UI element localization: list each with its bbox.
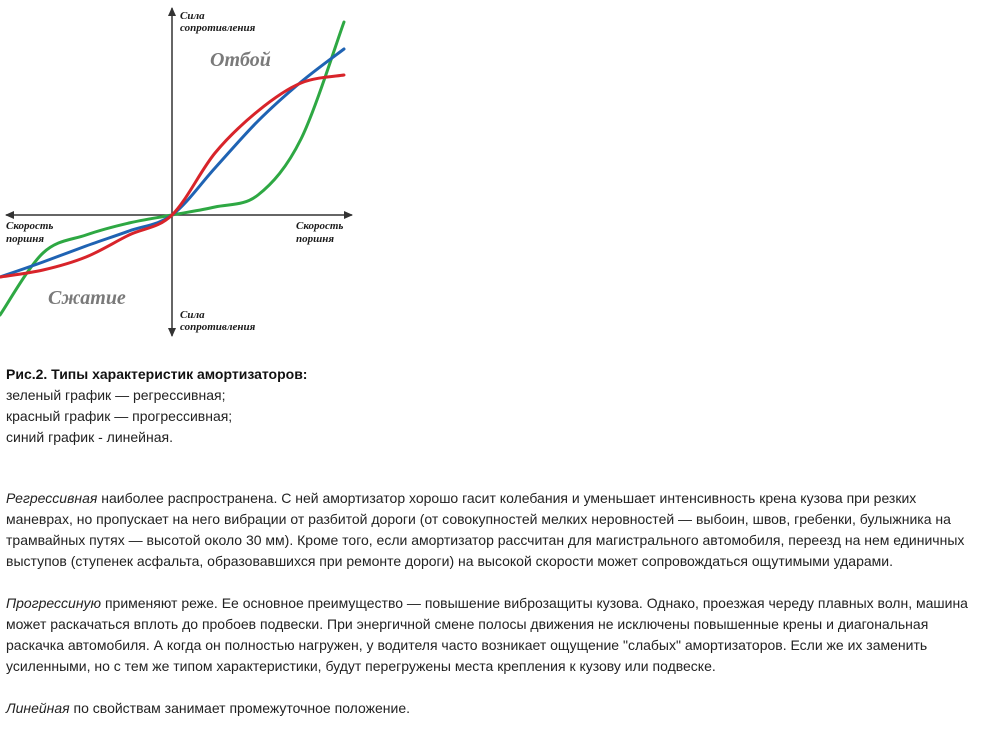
term-regressive: Регрессивная xyxy=(6,490,98,506)
caption-line-red: красный график — прогрессивная; xyxy=(6,408,233,424)
paragraph-regressive-text: наиболее распространена. С ней амортизатор хорошо гасит колебания и уменьшает интенсивность крена кузова при резких маневрах, но пропускает на него вибрации от разбитой дороги (от совокупностей мелких неровностей — выбоин, швов, гребенки, булыжника на трамвайных путях — высотой около 30 мм). Кроме того, если амортизатор рассчитан для магистрального автомобиля, переезд на нем единичных выступов (ступенек асфальта, образовавшихся при ремонте дороги) на высокой скорости может сопровождаться ощутимыми ударами. xyxy=(6,490,965,569)
caption-title: Рис.2. Типы характеристик амортизаторов: xyxy=(6,366,308,382)
paragraph-linear-text: по свойствам занимает промежуточное положение. xyxy=(69,700,411,716)
term-progressive: Прогрессиную xyxy=(6,595,102,611)
caption-line-blue: синий график - линейная. xyxy=(6,429,173,445)
x-axis-left-label: Скорость поршня xyxy=(6,220,54,245)
x-axis-right-label: Скорость поршня xyxy=(296,220,344,245)
term-linear: Линейная xyxy=(6,700,70,716)
paragraph-regressive xyxy=(6,488,981,572)
caption-line-green: зеленый график — регрессивная; xyxy=(6,387,226,403)
article-body xyxy=(6,488,981,740)
figure-caption xyxy=(6,364,986,448)
rebound-label: Отбой xyxy=(210,49,271,71)
paragraph-progressive xyxy=(6,593,981,677)
y-axis-bottom-label: Сила сопротивления xyxy=(180,309,256,333)
paragraph-progressive-text: применяют реже. Ее основное преимущество — повышение виброзащиты кузова. Однако, проезжая череду плавных волн, машина может раскачаться вплоть до пробоев подвески. При энергичной смене полосы движения не исключены повышенные крены и диагональная раскачка автомобиля. А когда он полностью нагружен, у водителя часто возникает ощущение "слабых" амортизаторов. Если же их заменить усиленными, но с тем же типом характеристики, будут перегружены места крепления к кузову или подвеске. xyxy=(6,595,968,674)
paragraph-linear xyxy=(6,698,981,719)
shock-absorber-chart xyxy=(0,0,360,340)
compression-label: Сжатие xyxy=(48,287,126,309)
y-axis-top-label: Сила сопротивления xyxy=(180,10,256,34)
chart-svg xyxy=(0,0,360,340)
